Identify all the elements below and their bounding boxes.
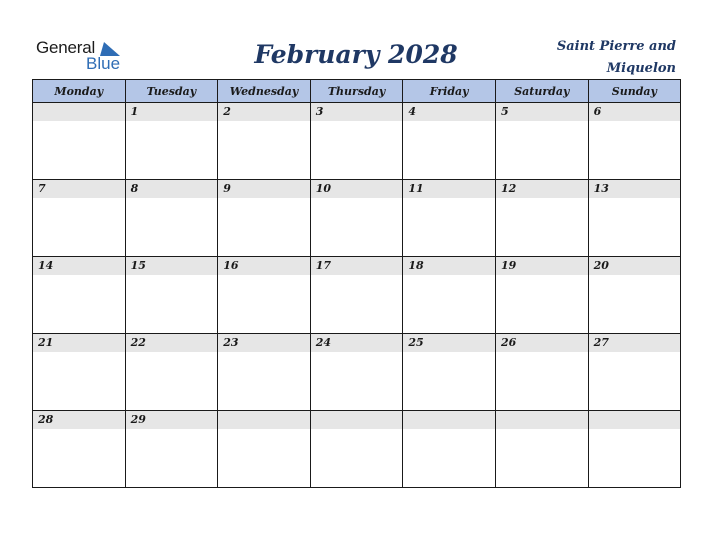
week-row bbox=[33, 334, 681, 411]
weekday-thursday: Thursday bbox=[310, 80, 403, 103]
generalblue-logo bbox=[36, 38, 136, 74]
day-cell bbox=[588, 180, 681, 257]
weekday-monday: Monday bbox=[33, 80, 126, 103]
page-title: February 2028 bbox=[254, 40, 458, 69]
week-row bbox=[33, 103, 681, 180]
day-number: 25 bbox=[403, 334, 495, 352]
day-cell bbox=[403, 411, 496, 488]
day-cell bbox=[218, 334, 311, 411]
day-cell bbox=[218, 411, 311, 488]
region-line-1: Saint Pierre and bbox=[556, 39, 676, 54]
day-number: 2 bbox=[218, 103, 310, 121]
day-cell bbox=[218, 257, 311, 334]
day-cell bbox=[310, 334, 403, 411]
day-number: 4 bbox=[403, 103, 495, 121]
weekday-saturday: Saturday bbox=[495, 80, 588, 103]
weekday-wednesday: Wednesday bbox=[218, 80, 311, 103]
day-number: 19 bbox=[496, 257, 588, 275]
day-cell bbox=[495, 257, 588, 334]
weekday-tuesday: Tuesday bbox=[125, 80, 218, 103]
day-cell bbox=[403, 103, 496, 180]
day-cell bbox=[403, 180, 496, 257]
day-number: 14 bbox=[33, 257, 125, 275]
logo-text-blue: Blue bbox=[86, 54, 121, 73]
day-number: 15 bbox=[126, 257, 218, 275]
day-cell bbox=[33, 103, 126, 180]
day-number: 7 bbox=[33, 180, 125, 198]
day-cell bbox=[495, 180, 588, 257]
day-number bbox=[311, 411, 403, 429]
day-number: 16 bbox=[218, 257, 310, 275]
day-cell bbox=[403, 334, 496, 411]
day-cell bbox=[588, 257, 681, 334]
day-cell bbox=[125, 334, 218, 411]
day-number: 6 bbox=[589, 103, 681, 121]
weekday-header-row bbox=[33, 80, 681, 103]
day-number: 29 bbox=[126, 411, 218, 429]
day-cell bbox=[125, 180, 218, 257]
day-number: 21 bbox=[33, 334, 125, 352]
day-cell bbox=[588, 411, 681, 488]
day-cell bbox=[310, 180, 403, 257]
week-row bbox=[33, 180, 681, 257]
day-cell bbox=[125, 411, 218, 488]
day-number: 18 bbox=[403, 257, 495, 275]
day-number: 24 bbox=[311, 334, 403, 352]
day-number: 23 bbox=[218, 334, 310, 352]
day-cell bbox=[33, 411, 126, 488]
day-number: 17 bbox=[311, 257, 403, 275]
region-line-2: Miquelon bbox=[606, 61, 676, 76]
day-cell bbox=[33, 334, 126, 411]
week-row bbox=[33, 257, 681, 334]
day-number bbox=[33, 103, 125, 121]
day-number: 22 bbox=[126, 334, 218, 352]
day-number bbox=[403, 411, 495, 429]
day-number: 3 bbox=[311, 103, 403, 121]
day-cell bbox=[33, 257, 126, 334]
day-number bbox=[218, 411, 310, 429]
day-number: 10 bbox=[311, 180, 403, 198]
day-cell bbox=[588, 334, 681, 411]
day-cell bbox=[310, 103, 403, 180]
day-cell bbox=[588, 103, 681, 180]
day-number bbox=[496, 411, 588, 429]
calendar-grid bbox=[32, 79, 681, 488]
day-number: 27 bbox=[589, 334, 681, 352]
day-number: 20 bbox=[589, 257, 681, 275]
day-cell bbox=[495, 411, 588, 488]
day-cell bbox=[125, 257, 218, 334]
day-number: 13 bbox=[589, 180, 681, 198]
day-number: 26 bbox=[496, 334, 588, 352]
day-number: 5 bbox=[496, 103, 588, 121]
day-number: 9 bbox=[218, 180, 310, 198]
day-number: 8 bbox=[126, 180, 218, 198]
day-cell bbox=[125, 103, 218, 180]
day-cell bbox=[495, 334, 588, 411]
day-cell bbox=[310, 411, 403, 488]
weekday-sunday: Sunday bbox=[588, 80, 681, 103]
day-cell bbox=[218, 103, 311, 180]
day-number: 28 bbox=[33, 411, 125, 429]
day-cell bbox=[495, 103, 588, 180]
day-cell bbox=[403, 257, 496, 334]
day-number: 1 bbox=[126, 103, 218, 121]
day-number: 11 bbox=[403, 180, 495, 198]
logo-text-general: General bbox=[36, 38, 96, 57]
region-name bbox=[530, 36, 676, 80]
weekday-friday: Friday bbox=[403, 80, 496, 103]
week-row bbox=[33, 411, 681, 488]
day-cell bbox=[218, 180, 311, 257]
day-number: 12 bbox=[496, 180, 588, 198]
day-cell bbox=[310, 257, 403, 334]
day-cell bbox=[33, 180, 126, 257]
day-number bbox=[589, 411, 681, 429]
